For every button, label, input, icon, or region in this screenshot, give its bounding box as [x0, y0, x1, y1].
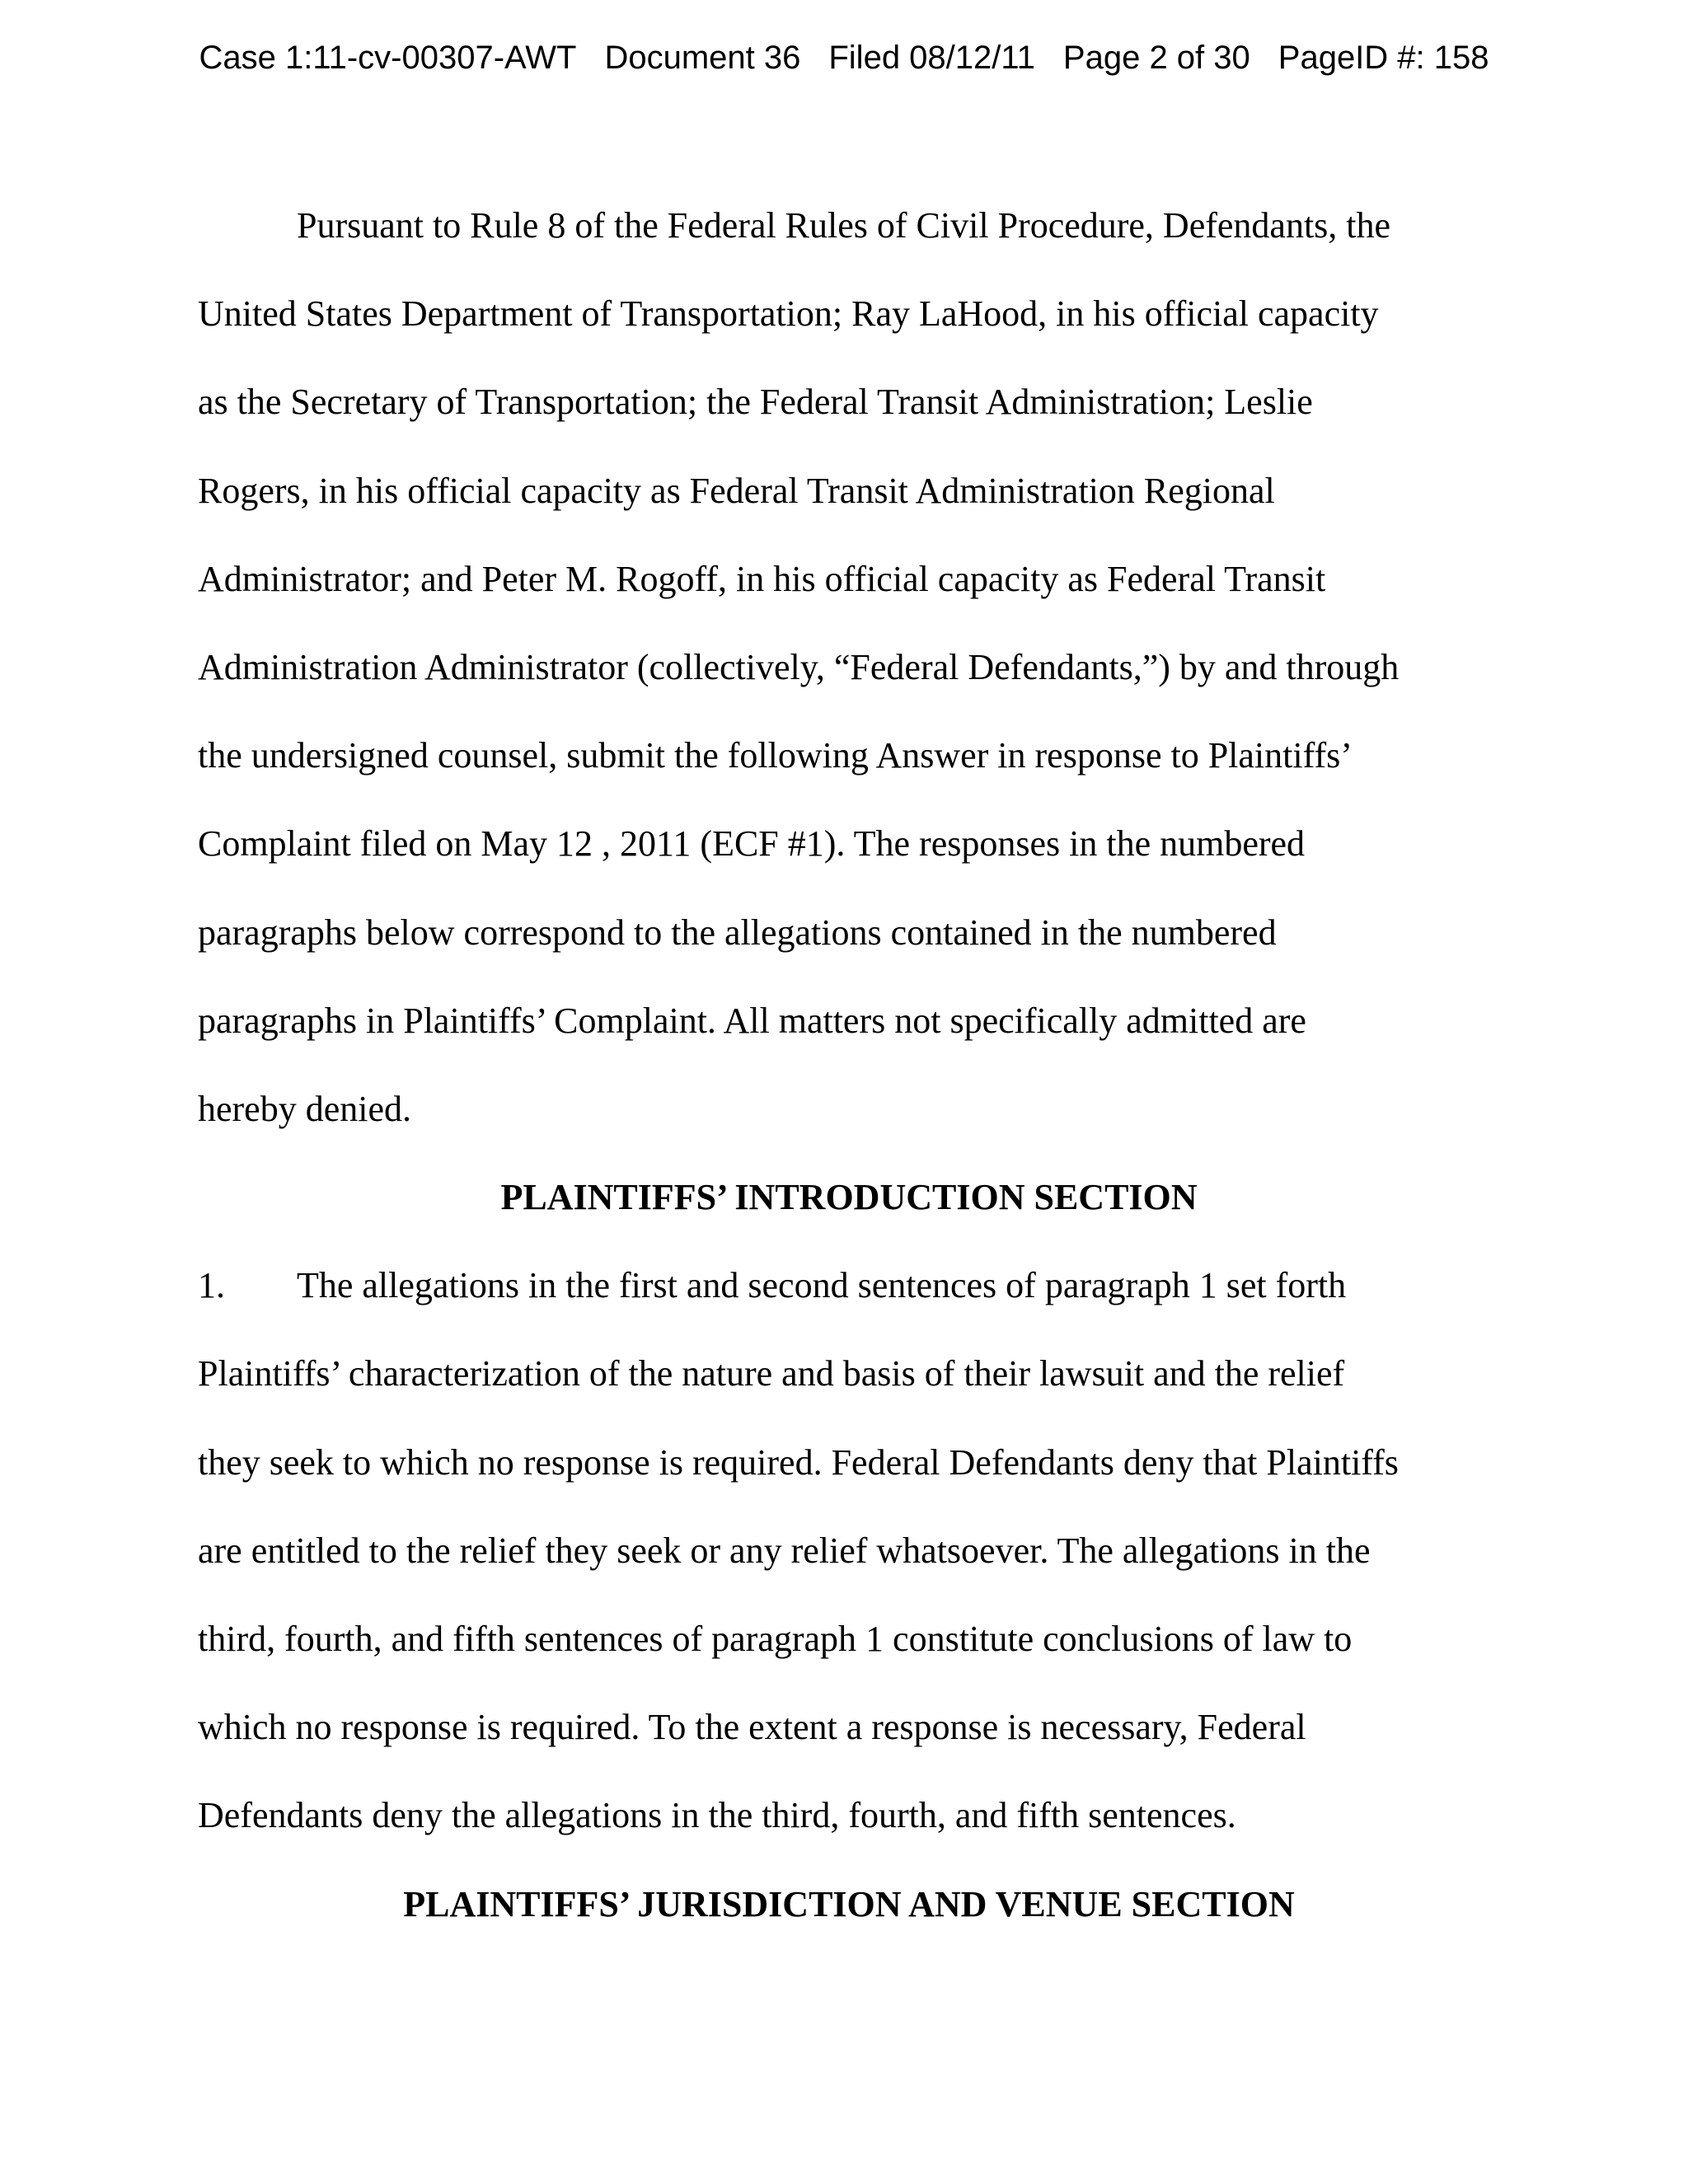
section-heading-introduction: PLAINTIFFS’ INTRODUCTION SECTION [500, 1177, 1198, 1218]
text-line: which no response is required. To the extent a response is necessary, Federal [198, 1707, 1306, 1748]
ecf-header [0, 36, 1688, 79]
text-line: as the Secretary of Transportation; the Federal Transit Administration; Leslie [198, 382, 1313, 423]
text-line: the undersigned counsel, submit the following Answer in response to Plaintiffs’ [198, 735, 1353, 776]
text-line: Administrator; and Peter M. Rogoff, in his official capacity as Federal Transit [198, 558, 1326, 599]
text-line: Administration Administrator (collectively, “Federal Defendants,”) by and through [198, 646, 1400, 687]
text-line: third, fourth, and fifth sentences of paragraph 1 constitute conclusions of law to [198, 1619, 1353, 1659]
text-line: Plaintiffs’ characterization of the nature and basis of their lawsuit and the relief [198, 1353, 1345, 1394]
section-heading-jurisdiction-venue: PLAINTIFFS’ JURISDICTION AND VENUE SECTION [403, 1883, 1295, 1924]
paragraph-number: 1. [198, 1265, 225, 1306]
body-text [198, 181, 1500, 1948]
page-id: PageID #: 158 [1278, 40, 1489, 76]
page-count: Page 2 of 30 [1062, 40, 1250, 76]
document-number: Document 36 [604, 40, 801, 76]
text-line: Pursuant to Rule 8 of the Federal Rules of Civil Procedure, Defendants, the [297, 205, 1391, 246]
text-line: The allegations in the first and second sentences of paragraph 1 set forth [297, 1265, 1347, 1306]
text-line: are entitled to the relief they seek or any relief whatsoever. The allegations in the [198, 1530, 1371, 1571]
text-line: paragraphs in Plaintiffs’ Complaint. All matters not specifically admitted are [198, 1000, 1306, 1041]
text-line: United States Department of Transportation; Ray LaHood, in his official capacity [198, 293, 1379, 335]
filed-date: Filed 08/12/11 [828, 40, 1035, 76]
text-line: they seek to which no response is required. Federal Defendants deny that Plaintiffs [198, 1441, 1399, 1483]
text-line: Defendants deny the allegations in the third, fourth, and fifth sentences. [198, 1795, 1236, 1836]
text-line: paragraphs below correspond to the allegations contained in the numbered [198, 912, 1277, 953]
text-line: Rogers, in his official capacity as Federal Transit Administration Regional [198, 470, 1275, 511]
text-line: Complaint filed on May 12 , 2011 (ECF #1). The responses in the numbered [198, 823, 1306, 865]
text-line: hereby denied. [198, 1088, 411, 1129]
paragraph-1-first-line [198, 1241, 1500, 1329]
case-number: Case 1:11-cv-00307-AWT [199, 40, 577, 76]
